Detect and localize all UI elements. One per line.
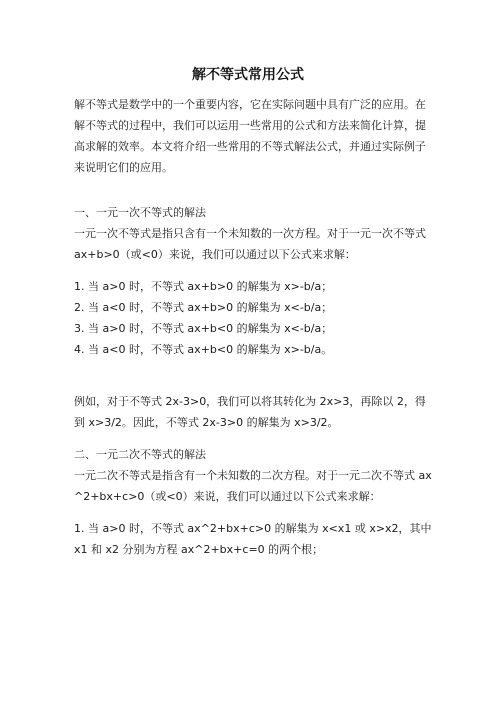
document-title: 解不等式常用公式 [192, 67, 304, 83]
section1-rule-2: 2. 当 a<0 时，不等式 ax+b>0 的解集为 x<-b/a； [74, 301, 333, 314]
intro-paragraph: 解不等式是数学中的一个重要内容，它在实际问题中具有广泛的应用。在解不等式的过程中，我们可以运用一些常用的公式和方法来简化计算，提高求解的效率。本文将介绍一些常用的不等式解法公式，并通过实际例子来说明它们的应用。 [74, 98, 426, 174]
section1-description: 一元一次不等式是指只含有一个未知数的一次方程。对于一元一次不等式 ax+b>0（或<0）来说，我们可以通过以下公式来求解： [74, 227, 426, 261]
section1-heading: 一、一元一次不等式的解法 [74, 206, 206, 219]
section2-heading: 二、一元二次不等式的解法 [74, 448, 206, 461]
section1-rule-1: 1. 当 a>0 时，不等式 ax+b>0 的解集为 x>-b/a； [74, 280, 333, 293]
section2-rule-1: 1. 当 a>0 时，不等式 ax^2+bx+c>0 的解集为 x<x1 或 x>x2，其中 x1 和 x2 分别为方程 ax^2+bx+c=0 的两个根； [74, 522, 432, 556]
section1-example: 例如，对于不等式 2x-3>0，我们可以将其转化为 2x>3，再除以 2，得到 x>3/2。因此，不等式 2x-3>0 的解集为 x>3/2。 [74, 395, 426, 429]
section2-description: 一元二次不等式是指含有一个未知数的二次方程。对于一元二次不等式 ax^2+bx+c>0（或<0）来说，我们可以通过以下公式来求解： [74, 469, 432, 503]
section1-rule-3: 3. 当 a>0 时，不等式 ax+b<0 的解集为 x<-b/a； [74, 322, 333, 335]
section1-rule-4: 4. 当 a<0 时，不等式 ax+b<0 的解集为 x>-b/a。 [74, 343, 333, 356]
